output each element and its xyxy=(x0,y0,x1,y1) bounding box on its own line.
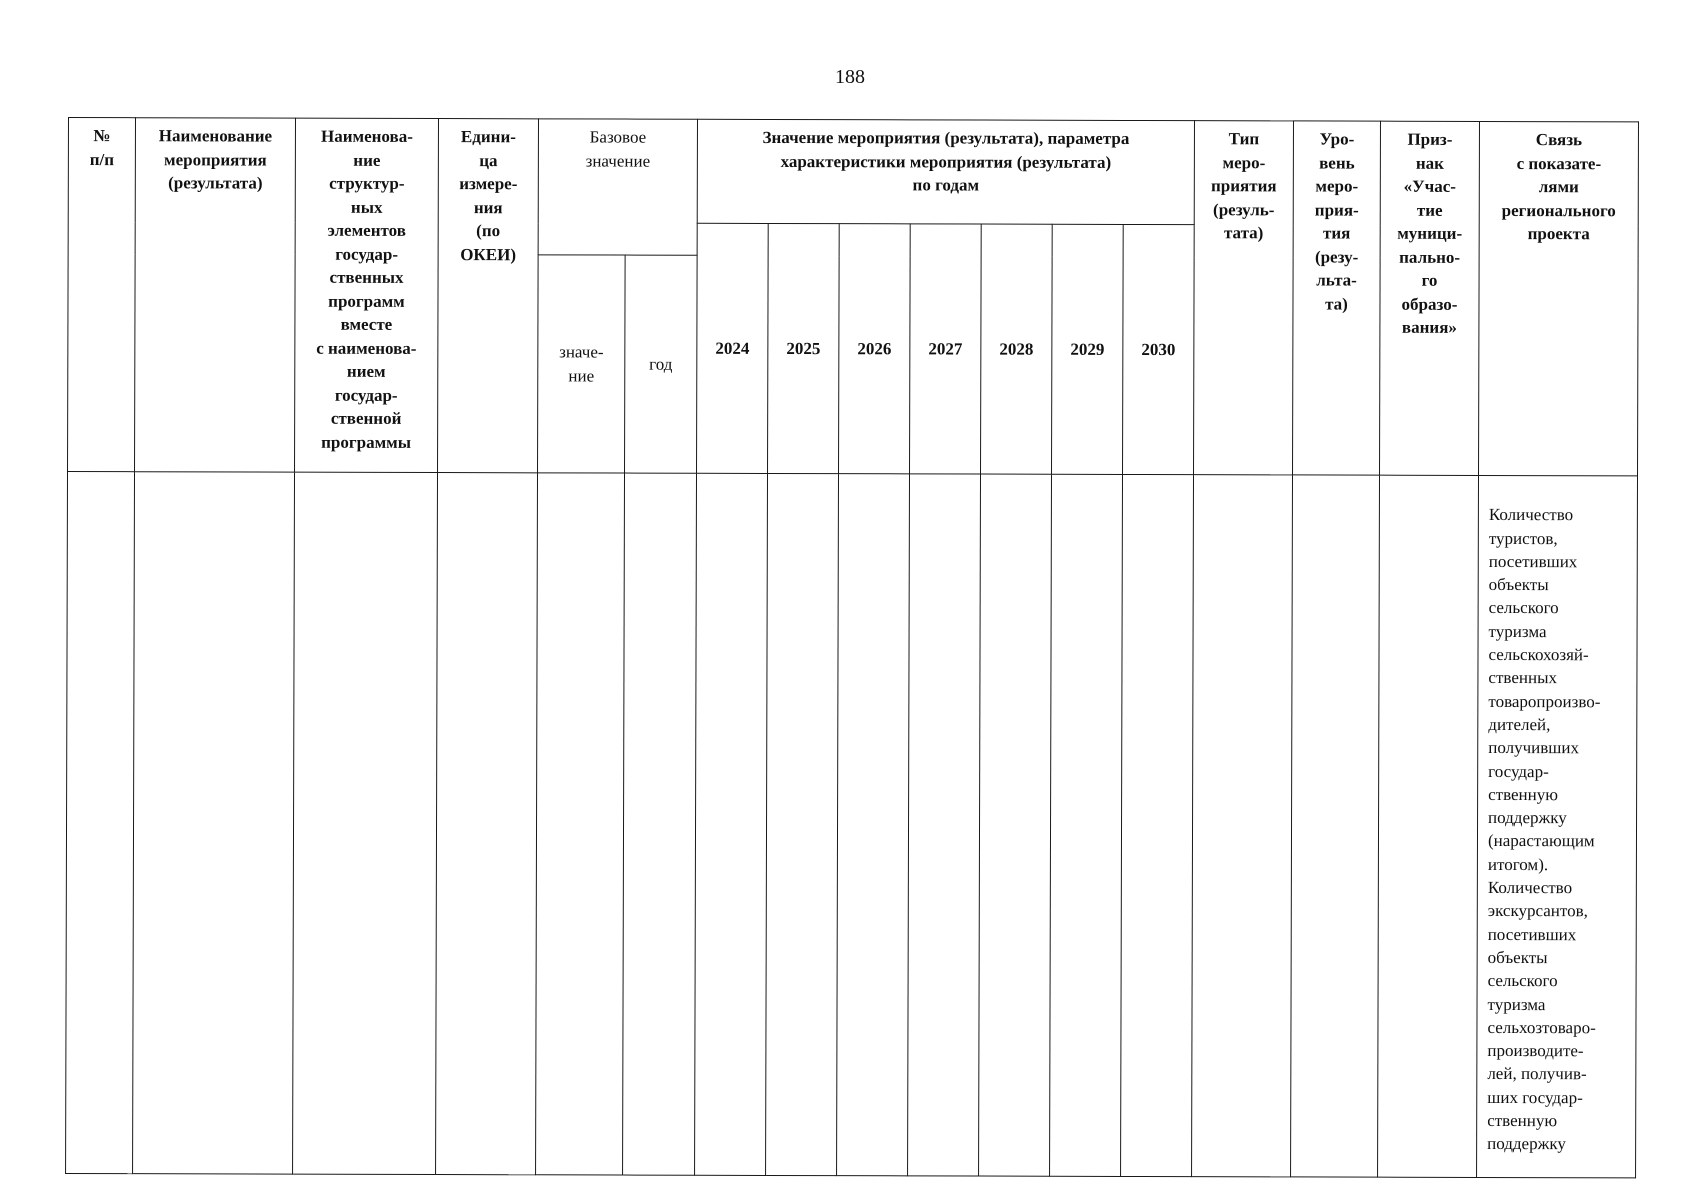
events-table xyxy=(65,117,1639,1178)
cell-year-2030 xyxy=(1121,474,1194,1176)
header-num: № п/п xyxy=(68,118,136,472)
header-event-name: Наименование мероприятия (результата) xyxy=(135,118,296,472)
header-event-type: Тип меро- приятия (резуль- тата) xyxy=(1194,121,1294,475)
header-regional-link: Связь с показате- лями регионального проекта xyxy=(1479,121,1639,475)
regional-link-text: Количество туристов, посетивших объекты сельского туризма сельскохозяй- ственных товаропроизво- дителей, получивших государ- ственную поддержку (нарастающим итогом). Количество экскурсантов, посетивших объекты сельского туризма сельхозтоваро- производите- лей, получив- ших государ- ственную поддержку xyxy=(1487,505,1601,1154)
cell-event-type xyxy=(1192,475,1293,1177)
header-base-value: Базовое значение xyxy=(538,119,697,255)
header-event-level: Уро- вень меро- прия- тия (резу- льта- та) xyxy=(1293,121,1381,475)
cell-year-2025 xyxy=(766,473,839,1175)
header-unit: Едини- ца измере- ния (по ОКЕИ) xyxy=(438,119,539,473)
header-year-2028: 2028 xyxy=(981,224,1053,474)
cell-event-level xyxy=(1291,475,1380,1177)
header-year-2025: 2025 xyxy=(768,223,840,473)
header-values-by-year: Значение мероприятия (результата), параметра характеристики мероприятия (результата) по годам xyxy=(697,119,1194,224)
header-municipal-sign: Приз- нак «Учас- тие муници- пально- го образо- вания» xyxy=(1380,121,1480,475)
cell-municipal-sign xyxy=(1378,475,1479,1177)
cell-event-name xyxy=(133,472,295,1174)
cell-year-2024 xyxy=(695,473,768,1175)
header-base-value-year: год xyxy=(625,255,698,473)
cell-base-year xyxy=(623,473,697,1175)
cell-year-2029 xyxy=(1050,474,1123,1176)
cell-base-value xyxy=(536,473,625,1175)
cell-num xyxy=(66,472,135,1174)
header-year-2027: 2027 xyxy=(910,224,982,474)
header-year-2030: 2030 xyxy=(1123,224,1195,474)
table-row xyxy=(66,472,1638,1178)
cell-year-2027 xyxy=(908,474,981,1176)
header-year-2024: 2024 xyxy=(697,223,769,473)
header-year-2026: 2026 xyxy=(839,224,911,474)
header-year-2029: 2029 xyxy=(1052,224,1124,474)
cell-regional-link xyxy=(1477,475,1638,1177)
cell-year-2026 xyxy=(837,474,910,1176)
cell-structural-elements xyxy=(293,472,438,1174)
page-number: 188 xyxy=(835,66,865,88)
cell-year-2028 xyxy=(979,474,1052,1176)
cell-unit xyxy=(436,473,538,1175)
header-structural-elements: Наименова- ние структур- ных элементов государ- ственных программ вместе с наименова- нием государ- ственной программы xyxy=(295,118,439,472)
header-base-value-value: значе- ние xyxy=(538,255,626,473)
